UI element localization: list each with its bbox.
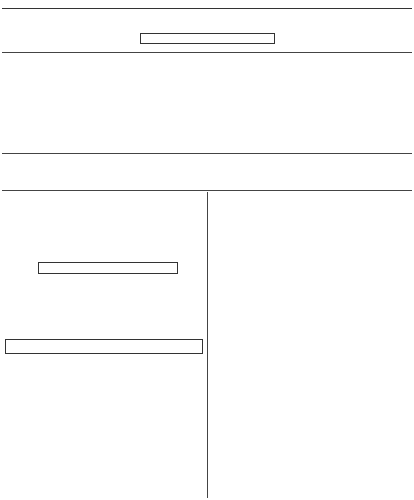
directorate-title [140, 33, 275, 44]
running-header [2, 1, 412, 9]
pauta-title [38, 262, 178, 274]
divider [2, 190, 412, 191]
stats-group-headers [2, 53, 412, 58]
top-block-total [3, 23, 203, 27]
divider [2, 153, 412, 154]
tst-title [5, 339, 203, 354]
column-divider [207, 192, 208, 498]
